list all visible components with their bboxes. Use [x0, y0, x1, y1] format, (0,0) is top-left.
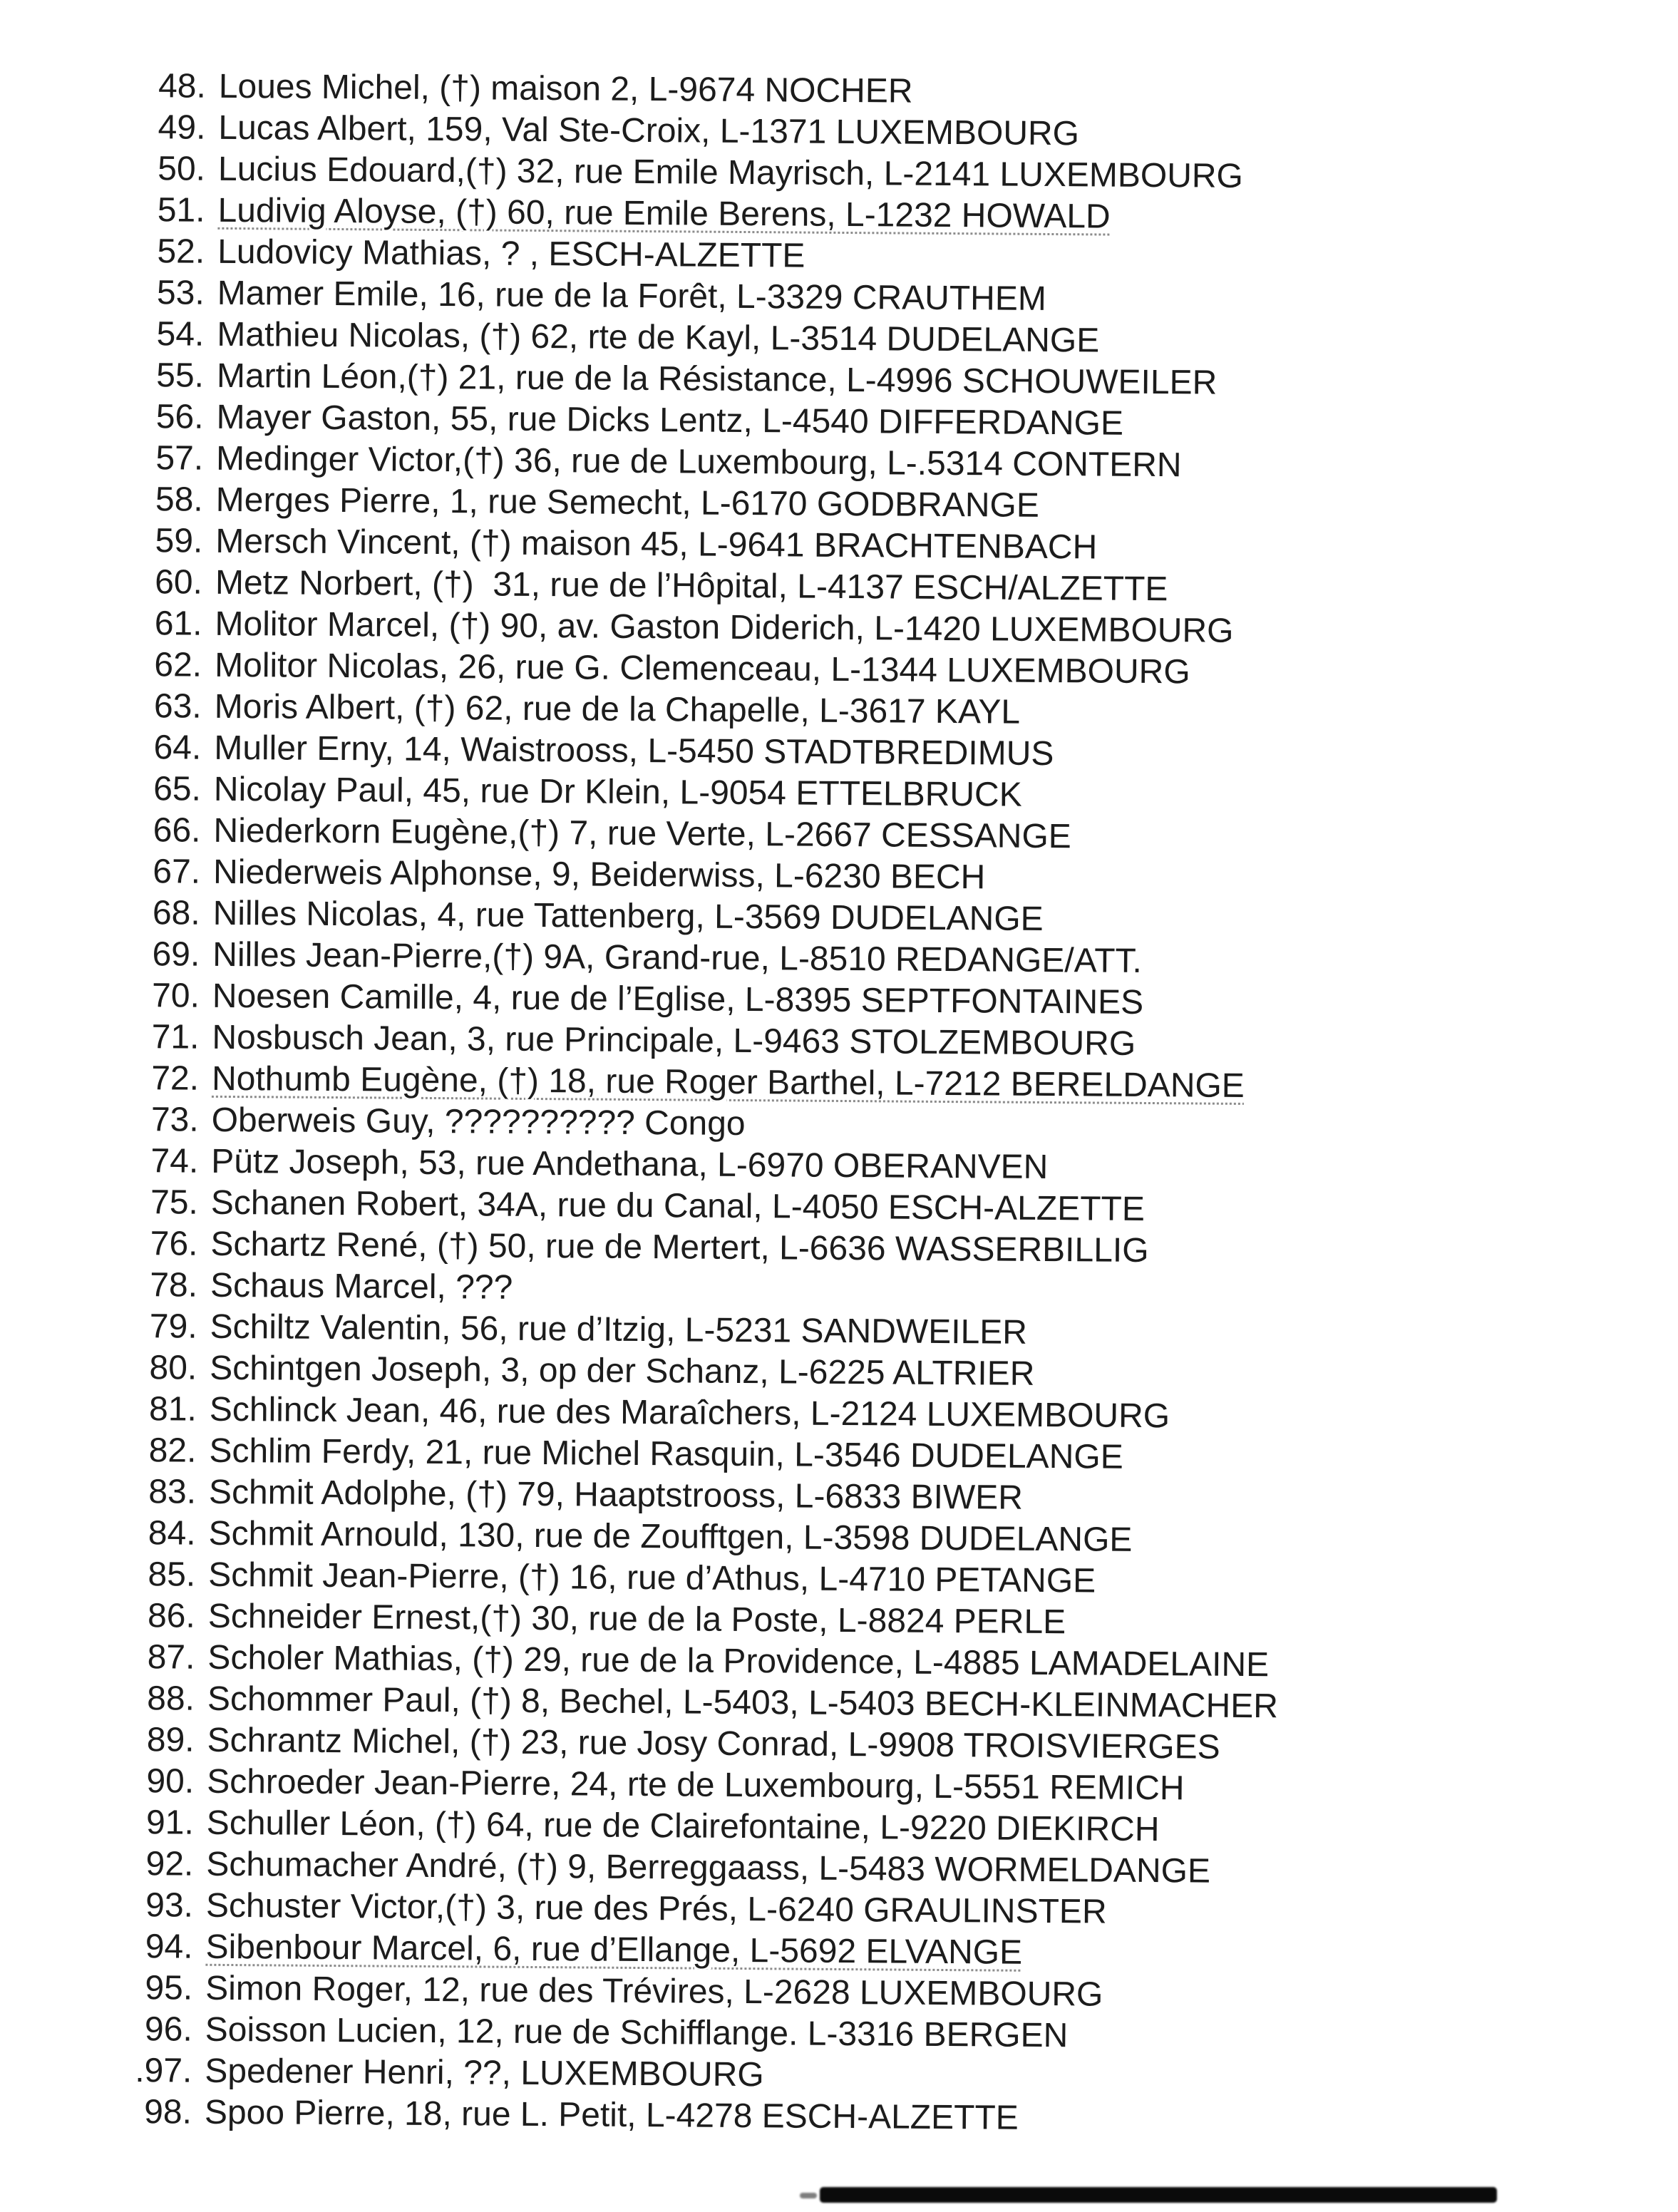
entry-number: 64.: [153, 729, 202, 767]
entry-text: Oberweis Guy, ?????????? Congo: [211, 1101, 746, 1143]
entry-number: 53.: [156, 274, 205, 312]
entry-text: Schmit Jean-Pierre, (†) 16, rue d’Athus, L-4710 PETANGE: [208, 1555, 1096, 1600]
entry-number: 92.: [145, 1845, 194, 1883]
entry-text: Ludivig Aloyse, (†) 60, rue Emile Berens, L-1232 HOWALD: [217, 191, 1111, 236]
entry-text: Schrantz Michel, (†) 23, rue Josy Conrad, L-9908 TROISVIERGES: [207, 1721, 1220, 1766]
entry-text: Nosbusch Jean, 3, rue Principale, L-9463 STOLZEMBOURG: [212, 1018, 1136, 1063]
entry-number: 57.: [155, 439, 204, 478]
entry-text: Niederkorn Eugène,(†) 7, rue Verte, L-2667 CESSANGE: [213, 811, 1071, 856]
entry-text: Schmit Adolphe, (†) 79, Haaptstrooss, L-6833 BIWER: [208, 1473, 1024, 1517]
entry-text: Nilles Jean-Pierre,(†) 9A, Grand-rue, L-8510 REDANGE/ATT.: [212, 935, 1143, 980]
entry-text: Scholer Mathias, (†) 29, rue de la Providence, L-4885 LAMADELAINE: [207, 1638, 1270, 1684]
entry-text: Schintgen Joseph, 3, op der Schanz, L-6225 ALTRIER: [210, 1349, 1035, 1393]
entry-text: Lucas Albert, 159, Val Ste-Croix, L-1371 LUXEMBOURG: [218, 108, 1080, 153]
entry-number: 84.: [148, 1514, 196, 1553]
entry-text: Noesen Camille, 4, rue de l’Eglise, L-8395 SEPTFONTAINES: [212, 977, 1144, 1022]
entry-number: 67.: [153, 853, 201, 891]
entry-number: 54.: [156, 315, 205, 354]
entry-text: Moris Albert, (†) 62, rue de la Chapelle, L-3617 KAYL: [214, 687, 1021, 731]
entry-text: Molitor Marcel, (†) 90, av. Gaston Diderich, L-1420 LUXEMBOURG: [215, 605, 1234, 650]
entry-number: 68.: [152, 894, 200, 932]
entry-number: 78.: [150, 1266, 198, 1305]
entry-number: 58.: [155, 480, 203, 519]
entry-text: Schlim Ferdy, 21, rue Michel Rasquin, L-3546 DUDELANGE: [209, 1431, 1123, 1476]
entry-text: Schumacher André, (†) 9, Berreggaass, L-5483 WORMELDANGE: [206, 1845, 1211, 1891]
entry-text: Muller Erny, 14, Waistrooss, L-5450 STADTBREDIMUS: [214, 729, 1054, 773]
entry-number: 87.: [147, 1638, 195, 1677]
entry-text: Nicolay Paul, 45, rue Dr Klein, L-9054 ETTELBRUCK: [213, 770, 1022, 814]
entry-number: 90.: [146, 1762, 195, 1801]
entry-number: 96.: [144, 2010, 192, 2049]
entry-number: 85.: [148, 1555, 196, 1594]
entry-number: 69.: [152, 935, 200, 974]
entry-text: Niederweis Alphonse, 9, Beiderwiss, L-6230 BECH: [212, 853, 986, 897]
entry-number: 52.: [157, 232, 205, 271]
scan-artifact-edge-arc: [0, 1397, 27, 1490]
entry-number: 94.: [145, 1928, 193, 1966]
entry-text: Schanen Robert, 34A, rue du Canal, L-4050 ESCH-ALZETTE: [210, 1183, 1146, 1228]
entry-text: Molitor Nicolas, 26, rue G. Clemenceau, L-1344 LUXEMBOURG: [214, 646, 1190, 691]
scan-artifact-edge-arc: [0, 713, 27, 806]
entry-text: Schneider Ernest,(†) 30, rue de la Poste, L-8824 PERLE: [207, 1597, 1066, 1642]
entry-text: Spoo Pierre, 18, rue L. Petit, L-4278 ESCH-ALZETTE: [204, 2093, 1019, 2137]
entry-text: Medinger Victor,(†) 36, rue de Luxembourg, L-.5314 CONTERN: [215, 439, 1182, 485]
entry-text: Simon Roger, 12, rue des Trévires, L-2628 LUXEMBOURG: [205, 1969, 1103, 2014]
entry-text: Schuster Victor,(†) 3, rue des Prés, L-6240 GRAULINSTER: [205, 1886, 1107, 1931]
entry-text: Martin Léon,(†) 21, rue de la Résistance, L-4996 SCHOUWEILER: [216, 356, 1218, 402]
entry-text: Soisson Lucien, 12, rue de Schifflange. L-3316 BERGEN: [205, 2010, 1069, 2055]
entry-list: [118, 66, 1290, 2141]
entry-text: Schaus Marcel, ???: [210, 1266, 513, 1307]
entry-text: Schommer Paul, (†) 8, Bechel, L-5403, L-5403 BECH-KLEINMACHER: [207, 1679, 1279, 1726]
entry-number: 63.: [153, 687, 202, 726]
entry-text: Schuller Léon, (†) 64, rue de Clairefontaine, L-9220 DIEKIRCH: [206, 1804, 1160, 1849]
entry-number: 91.: [145, 1804, 194, 1842]
entry-number: 60.: [155, 563, 203, 602]
entry-text: Mayer Gaston, 55, rue Dicks Lentz, L-4540 DIFFERDANGE: [216, 398, 1124, 443]
entry-text: Ludovicy Mathias, ? , ESCH-ALZETTE: [217, 232, 805, 275]
entry-number: 88.: [147, 1679, 195, 1718]
entry-number: 51.: [157, 191, 205, 230]
entry-number: 70.: [151, 977, 200, 1015]
scan-artifact-bottom-bar: [820, 2187, 1497, 2203]
entry-text: Loues Michel, (†) maison 2, L-9674 NOCHER: [218, 67, 913, 110]
entry-text: Mamer Emile, 16, rue de la Forêt, L-3329 CRAUTHEM: [217, 274, 1046, 318]
entry-text: Nilles Nicolas, 4, rue Tattenberg, L-3569 DUDELANGE: [212, 894, 1044, 938]
list-item: [118, 2092, 1275, 2141]
entry-number: 95.: [145, 1969, 193, 2007]
entry-text: Spedener Henri, ??, LUXEMBOURG: [205, 2052, 764, 2094]
entry-number: 59.: [155, 522, 203, 560]
entry-number: 75.: [150, 1183, 199, 1222]
entry-number: 55.: [156, 356, 205, 395]
entry-text: Metz Norbert, (†) 31, rue de l’Hôpital, L-4137 ESCH/ALZETTE: [215, 563, 1168, 609]
entry-text: Nothumb Eugène, (†) 18, rue Roger Barthel, L-7212 BERELDANGE: [211, 1059, 1245, 1105]
entry-number: 89.: [146, 1721, 195, 1759]
entry-number: 98.: [144, 2093, 192, 2131]
entry-number: 73.: [150, 1101, 199, 1139]
entry-number: .97.: [135, 2052, 192, 2090]
entry-number: 93.: [145, 1886, 194, 1925]
entry-text: Schartz René, (†) 50, rue de Mertert, L-6636 WASSERBILLIG: [210, 1225, 1149, 1270]
entry-number: 62.: [154, 646, 202, 684]
entry-text: Mersch Vincent, (†) maison 45, L-9641 BRACHTENBACH: [215, 522, 1098, 567]
entry-number: 81.: [148, 1390, 197, 1429]
entry-number: 61.: [154, 605, 202, 643]
entry-text: Schiltz Valentin, 56, rue d’Itzig, L-5231 SANDWEILER: [210, 1307, 1028, 1352]
entry-text: Lucius Edouard,(†) 32, rue Emile Mayrisch, L-2141 LUXEMBOURG: [217, 150, 1244, 195]
entry-text: Sibenbour Marcel, 6, rue d’Ellange, L-5692 ELVANGE: [205, 1928, 1023, 1972]
entry-number: 65.: [153, 770, 202, 808]
entry-number: 80.: [149, 1349, 197, 1387]
entry-text: Schlinck Jean, 46, rue des Maraîchers, L-2124 LUXEMBOURG: [209, 1390, 1170, 1436]
entry-number: 49.: [158, 108, 206, 147]
entry-number: 48.: [158, 67, 206, 106]
entry-number: 82.: [148, 1431, 197, 1470]
entry-text: Pütz Joseph, 53, rue Andethana, L-6970 OBERANVEN: [211, 1142, 1049, 1187]
entry-number: 86.: [147, 1597, 196, 1635]
entry-text: Schroeder Jean-Pierre, 24, rte de Luxembourg, L-5551 REMICH: [207, 1762, 1185, 1808]
entry-text: Merges Pierre, 1, rue Semecht, L-6170 GODBRANGE: [215, 480, 1040, 525]
entry-number: 74.: [150, 1142, 199, 1180]
entry-number: 56.: [155, 398, 204, 436]
entry-number: 71.: [151, 1018, 200, 1056]
entry-text: Schmit Arnould, 130, rue de Zoufftgen, L-3598 DUDELANGE: [208, 1514, 1133, 1559]
entry-number: 83.: [148, 1473, 197, 1511]
entry-number: 76.: [150, 1225, 198, 1263]
entry-text: Mathieu Nicolas, (†) 62, rte de Kayl, L-3514 DUDELANGE: [217, 315, 1100, 360]
entry-number: 66.: [153, 811, 201, 850]
entry-number: 50.: [158, 150, 206, 188]
entry-number: 79.: [149, 1307, 197, 1346]
entry-number: 72.: [151, 1059, 200, 1098]
